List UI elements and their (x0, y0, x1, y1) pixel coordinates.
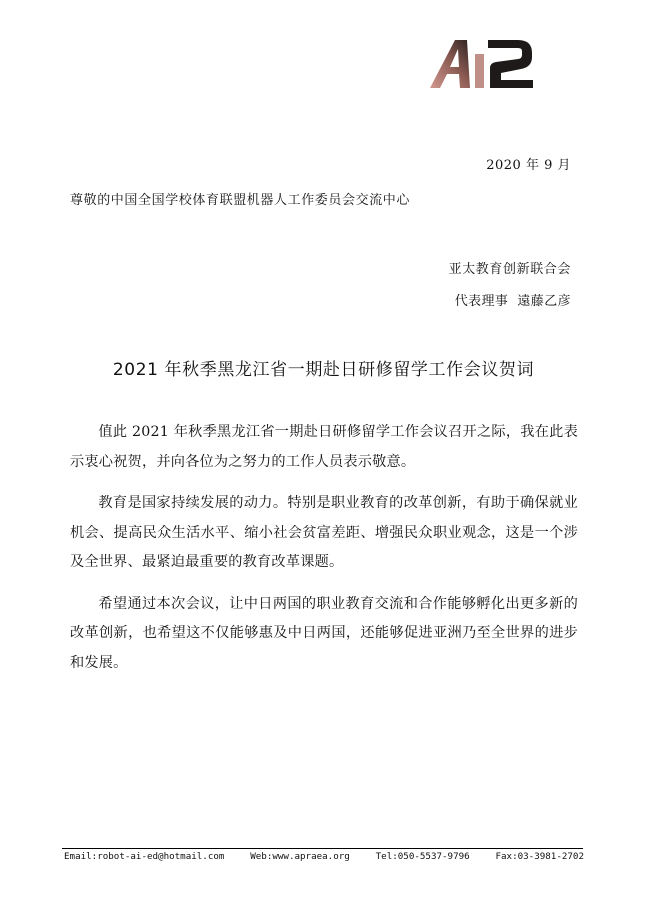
body-paragraph: 希望通过本次会议，让中日两国的职业教育交流和合作能够孵化出更多新的改革创新，也希望这不仅能够惠及中日两国，还能够促进亚洲乃至全世界的进步和发展。 (70, 595, 578, 671)
ai2-logo (428, 38, 536, 90)
footer-tel: Tel:050-5537-9796 (375, 851, 470, 862)
body-paragraph: 值此 2021 年秋季黑龙江省一期赴日研修留学工作会议召开之际，我在此表示衷心祝贺，并向各位为之努力的工作人员表示敬意。 (70, 424, 578, 470)
recipient: 尊敬的中国全国学校体育联盟机器人工作委员会交流中心 (70, 193, 411, 208)
logo-letter-a (430, 40, 470, 88)
letter-date: 2020 年 9 月 (486, 158, 571, 173)
logo-letter-i (475, 54, 484, 88)
footer-contacts (64, 851, 584, 862)
logo-numeral-2 (488, 40, 533, 88)
footer-divider (62, 848, 583, 849)
footer-web: Web:www.apraea.org (250, 851, 350, 862)
footer-email: Email:robot-ai-ed@hotmail.com (64, 851, 225, 862)
letter-body (70, 418, 578, 690)
sender-representative: 代表理事 遠藤乙彦 (454, 294, 571, 309)
footer-fax: Fax:03-3981-2702 (495, 851, 584, 862)
sender-organization: 亚太教育创新联合会 (448, 262, 571, 277)
body-paragraph: 教育是国家持续发展的动力。特别是职业教育的改革创新，有助于确保就业机会、提高民众生活水平、缩小社会贫富差距、增强民众职业观念，这是一个涉及全世界、最紧迫最重要的教育改革课题。 (70, 495, 578, 570)
document-title: 2021 年秋季黑龙江省一期赴日研修留学工作会议贺词 (112, 360, 535, 380)
